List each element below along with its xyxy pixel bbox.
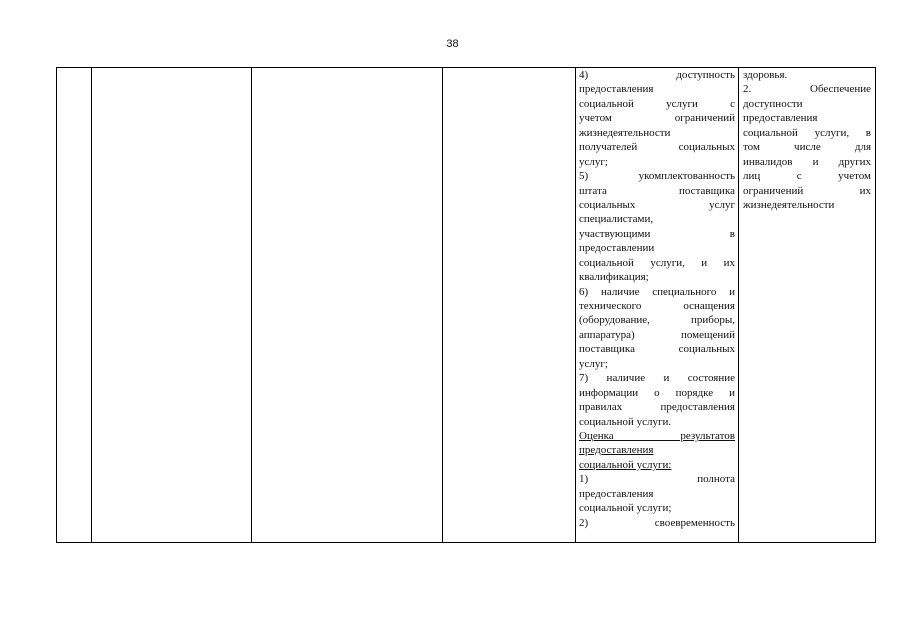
cell-text-line: доступности [743,97,803,110]
cell-text-line: 2. Обеспечение [743,83,871,96]
cell-text-line: правилах предоставления [579,401,735,414]
cell-text-line: информации о порядке и [579,386,735,399]
table-cell-conditions [741,68,872,542]
cell-text-line: штата поставщика [579,184,735,197]
table-cell-col3 [252,68,442,542]
cell-text-line: 1) полнота [579,473,735,486]
table-cell-quality-indicators [577,68,736,542]
cell-text-line: социальной услуги: [579,458,672,471]
cell-text-line: получателей социальных [579,141,735,154]
table-cell-col2 [92,68,251,542]
column-divider-5 [738,67,739,543]
cell-text-line: лиц с учетом [743,170,871,183]
cell-text-line: социальной услуги; [579,502,672,515]
cell-text-line: социальных услуг [579,198,735,211]
page-number: 38 [446,38,459,50]
cell-text-line: социальной услуги. [579,415,672,428]
cell-text-line: предоставления [579,83,654,96]
cell-text-line: предоставления [743,112,818,125]
cell-text-line: технического оснащения [579,300,735,312]
cell-text-line: поставщика социальных [579,343,735,356]
cell-text-line: 7) наличие и состояние [579,372,735,385]
cell-text-line: 5) укомплектованность [579,170,735,183]
cell-text-line: 4) доступность [579,69,735,81]
cell-text-line: услуг; [579,357,608,370]
cell-text-line: жизнедеятельности [579,126,671,139]
cell-text-line: квалификация; [579,271,649,284]
cell-text-line: 6) наличие специального и [579,285,735,298]
cell-text-line: социальной услуги, и их [579,256,735,269]
cell-text-line: специалистами, [579,213,654,226]
cell-text-line: (оборудование, приборы, [579,314,735,327]
cell-text-line: аппаратура) помещений [579,328,735,341]
cell-text-line: социальной услуги с [579,97,735,110]
cell-text-line: здоровья. [743,69,788,81]
cell-text-line: учетом ограничений [579,112,735,125]
cell-text-line: предоставлении [579,242,655,255]
cell-text-line: предоставления [579,487,654,500]
cell-text-line: участвующими в [579,227,735,240]
cell-text-line: жизнедеятельности [743,198,835,211]
cell-text-line: социальной услуги, в [743,126,871,139]
table-cell-col4 [443,68,575,542]
cell-text-line: 2) своевременность [579,516,735,529]
column-divider-4 [575,67,576,543]
cell-text-line: ограничений их [743,184,871,197]
cell-text-line: предоставления [579,444,654,457]
cell-text-line: услуг; [579,155,608,168]
cell-text-line: том числе для [743,141,871,154]
cell-text-line: инвалидов и других [743,155,871,168]
table-cell-number [57,68,91,542]
cell-text-line: Оценка результатов [579,429,735,442]
